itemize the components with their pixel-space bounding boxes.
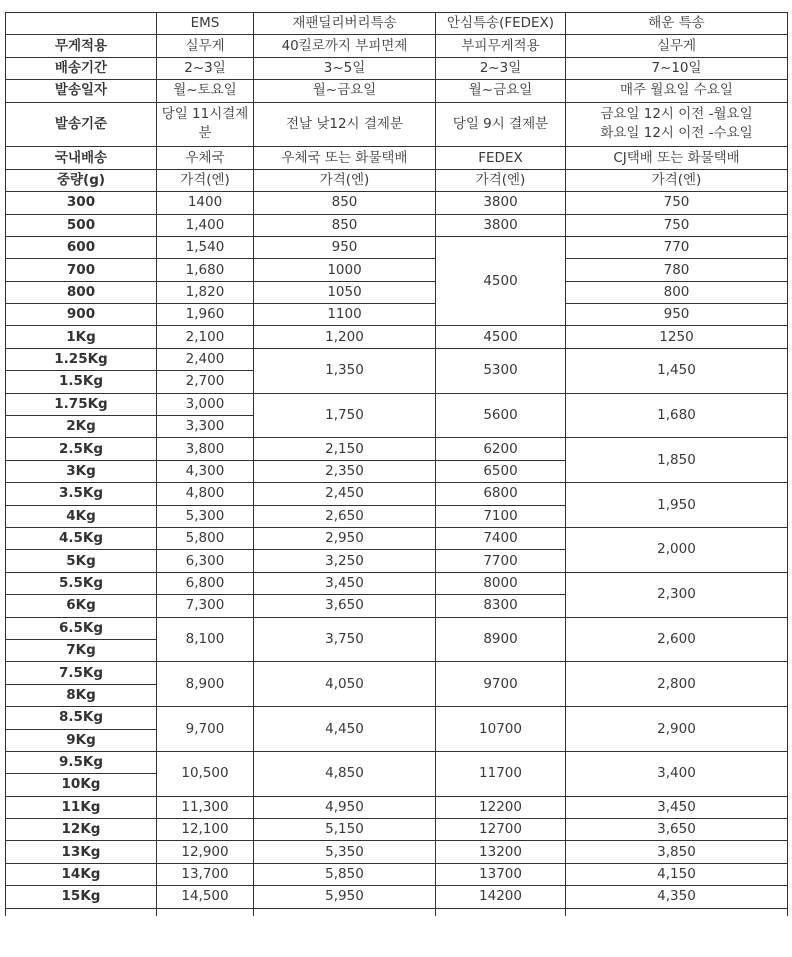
fedex-price-cell: 9700 xyxy=(436,662,566,707)
japan-delivery-price-cell: 2,650 xyxy=(254,505,436,527)
weight-cell: 6.5Kg xyxy=(6,617,157,639)
japan-delivery-price-cell: 2,450 xyxy=(254,483,436,505)
price-row xyxy=(6,236,788,258)
fedex-price-cell: 13200 xyxy=(436,841,566,863)
weight-cell: 3.5Kg xyxy=(6,483,157,505)
carrier-sea-header: 해운 특송 xyxy=(566,13,788,35)
ems-price-cell: 5,300 xyxy=(157,505,254,527)
empty-cell xyxy=(566,908,788,916)
price-row xyxy=(6,707,788,729)
sea-price-cell: 2,800 xyxy=(566,662,788,707)
weight-cell: 8.5Kg xyxy=(6,707,157,729)
info-cell: 실무게 xyxy=(566,35,788,57)
japan-delivery-price-cell: 2,950 xyxy=(254,528,436,550)
fedex-price-cell: 7100 xyxy=(436,505,566,527)
ems-price-cell: 6,300 xyxy=(157,550,254,572)
fedex-price-cell: 13700 xyxy=(436,863,566,885)
japan-delivery-price-cell: 3,650 xyxy=(254,595,436,617)
info-cell: 3~5일 xyxy=(254,57,436,79)
ems-price-cell: 8,900 xyxy=(157,662,254,707)
price-row xyxy=(6,304,788,326)
info-cell: 월~금요일 xyxy=(436,80,566,102)
price-row xyxy=(6,617,788,639)
info-cell: 7~10일 xyxy=(566,57,788,79)
weight-rule-row xyxy=(6,35,788,57)
info-cell: 부피무게적용 xyxy=(436,35,566,57)
weight-cell: 600 xyxy=(6,236,157,258)
info-cell: 40킬로까지 부피면제 xyxy=(254,35,436,57)
japan-delivery-price-cell: 1,350 xyxy=(254,348,436,393)
row-label: 발송일자 xyxy=(6,80,157,102)
row-label: 국내배송 xyxy=(6,147,157,169)
ems-price-cell: 14,500 xyxy=(157,886,254,908)
japan-delivery-price-cell: 4,950 xyxy=(254,796,436,818)
sea-price-cell: 1,950 xyxy=(566,483,788,528)
fedex-price-cell: 3800 xyxy=(436,214,566,236)
fedex-price-cell: 5300 xyxy=(436,348,566,393)
info-cell: 금요일 12시 이전 -월요일 화요일 12시 이전 -수요일 xyxy=(566,102,788,147)
ems-price-cell: 1,400 xyxy=(157,214,254,236)
weight-cell: 3Kg xyxy=(6,460,157,482)
weight-cell: 9.5Kg xyxy=(6,751,157,773)
sea-price-cell: 2,300 xyxy=(566,572,788,617)
ems-price-cell: 2,400 xyxy=(157,348,254,370)
ems-price-cell: 4,800 xyxy=(157,483,254,505)
ems-price-cell: 8,100 xyxy=(157,617,254,662)
sea-price-cell: 2,900 xyxy=(566,707,788,752)
dispatch-cutoff-row xyxy=(6,102,788,147)
ems-price-cell: 1,960 xyxy=(157,304,254,326)
sea-price-cell: 1,850 xyxy=(566,438,788,483)
japan-delivery-price-cell: 950 xyxy=(254,236,436,258)
fedex-price-cell: 6200 xyxy=(436,438,566,460)
japan-delivery-price-cell: 5,350 xyxy=(254,841,436,863)
weight-cell: 12Kg xyxy=(6,819,157,841)
price-row xyxy=(6,259,788,281)
weight-cell: 700 xyxy=(6,259,157,281)
weight-cell: 11Kg xyxy=(6,796,157,818)
japan-delivery-price-cell: 5,150 xyxy=(254,819,436,841)
japan-delivery-price-cell: 5,850 xyxy=(254,863,436,885)
sea-price-cell: 3,850 xyxy=(566,841,788,863)
info-cell: 당일 11시결제분 xyxy=(157,102,254,147)
price-row xyxy=(6,214,788,236)
info-cell: CJ택배 또는 화물택배 xyxy=(566,147,788,169)
ems-price-cell: 1,680 xyxy=(157,259,254,281)
shipping-rate-table xyxy=(5,12,788,916)
weight-cell: 7Kg xyxy=(6,639,157,661)
fedex-price-cell: 5600 xyxy=(436,393,566,438)
weight-cell: 1Kg xyxy=(6,326,157,348)
japan-delivery-price-cell: 4,850 xyxy=(254,751,436,796)
fedex-price-cell: 8900 xyxy=(436,617,566,662)
price-row xyxy=(6,819,788,841)
ems-price-cell: 12,100 xyxy=(157,819,254,841)
fedex-price-cell: 12700 xyxy=(436,819,566,841)
info-cell: 2~3일 xyxy=(157,57,254,79)
price-column-header: 가격(엔) xyxy=(157,169,254,191)
sea-price-cell: 1,680 xyxy=(566,393,788,438)
sea-price-cell: 3,650 xyxy=(566,819,788,841)
row-label: 발송기준 xyxy=(6,102,157,147)
price-row xyxy=(6,192,788,214)
fedex-price-cell: 4500 xyxy=(436,236,566,326)
info-cell: 월~금요일 xyxy=(254,80,436,102)
price-row xyxy=(6,886,788,908)
fedex-price-cell: 3800 xyxy=(436,192,566,214)
sea-price-cell: 1250 xyxy=(566,326,788,348)
japan-delivery-price-cell: 4,050 xyxy=(254,662,436,707)
fedex-price-cell: 11700 xyxy=(436,751,566,796)
weight-cell: 1.25Kg xyxy=(6,348,157,370)
fedex-price-cell: 14200 xyxy=(436,886,566,908)
weight-cell: 4.5Kg xyxy=(6,528,157,550)
ems-price-cell: 3,800 xyxy=(157,438,254,460)
dispatch-days-row xyxy=(6,80,788,102)
empty-cell xyxy=(436,908,566,916)
japan-delivery-price-cell: 5,950 xyxy=(254,886,436,908)
ems-price-cell: 2,700 xyxy=(157,371,254,393)
weight-cell: 1.5Kg xyxy=(6,371,157,393)
weight-cell: 5Kg xyxy=(6,550,157,572)
sea-price-cell: 3,400 xyxy=(566,751,788,796)
price-rows xyxy=(6,192,788,909)
price-row xyxy=(6,572,788,594)
fedex-price-cell: 7700 xyxy=(436,550,566,572)
weight-cell: 4Kg xyxy=(6,505,157,527)
info-cell: FEDEX xyxy=(436,147,566,169)
info-cell: 월~토요일 xyxy=(157,80,254,102)
ems-price-cell: 3,000 xyxy=(157,393,254,415)
fedex-price-cell: 10700 xyxy=(436,707,566,752)
weight-cell: 800 xyxy=(6,281,157,303)
sea-price-cell: 4,350 xyxy=(566,886,788,908)
sea-price-cell: 4,150 xyxy=(566,863,788,885)
price-row xyxy=(6,393,788,415)
price-row xyxy=(6,528,788,550)
fedex-price-cell: 7400 xyxy=(436,528,566,550)
empty-cell xyxy=(254,908,436,916)
japan-delivery-price-cell: 1050 xyxy=(254,281,436,303)
fedex-price-cell: 8300 xyxy=(436,595,566,617)
sea-price-cell: 780 xyxy=(566,259,788,281)
corner-cell xyxy=(6,13,157,35)
ems-price-cell: 9,700 xyxy=(157,707,254,752)
price-column-header: 가격(엔) xyxy=(566,169,788,191)
ems-price-cell: 4,300 xyxy=(157,460,254,482)
weight-cell: 2.5Kg xyxy=(6,438,157,460)
weight-cell: 6Kg xyxy=(6,595,157,617)
domestic-delivery-row xyxy=(6,147,788,169)
weight-cell: 15Kg xyxy=(6,886,157,908)
price-row xyxy=(6,751,788,773)
ems-price-cell: 11,300 xyxy=(157,796,254,818)
japan-delivery-price-cell: 1000 xyxy=(254,259,436,281)
ems-price-cell: 13,700 xyxy=(157,863,254,885)
japan-delivery-price-cell: 2,150 xyxy=(254,438,436,460)
japan-delivery-price-cell: 850 xyxy=(254,214,436,236)
sea-price-cell: 950 xyxy=(566,304,788,326)
japan-delivery-price-cell: 3,450 xyxy=(254,572,436,594)
japan-delivery-price-cell: 1100 xyxy=(254,304,436,326)
fedex-price-cell: 4500 xyxy=(436,326,566,348)
carrier-header-row xyxy=(6,13,788,35)
carrier-japan-delivery-header: 재팬딜리버리특송 xyxy=(254,13,436,35)
price-row xyxy=(6,348,788,370)
fedex-price-cell: 6500 xyxy=(436,460,566,482)
weight-cell: 14Kg xyxy=(6,863,157,885)
sea-price-cell: 3,450 xyxy=(566,796,788,818)
japan-delivery-price-cell: 4,450 xyxy=(254,707,436,752)
sea-price-cell: 770 xyxy=(566,236,788,258)
japan-delivery-price-cell: 3,250 xyxy=(254,550,436,572)
ems-price-cell: 2,100 xyxy=(157,326,254,348)
weight-cell: 13Kg xyxy=(6,841,157,863)
weight-cell: 9Kg xyxy=(6,729,157,751)
weight-cell: 8Kg xyxy=(6,684,157,706)
row-label: 배송기간 xyxy=(6,57,157,79)
info-cell: 당일 9시 결제분 xyxy=(436,102,566,147)
sea-price-cell: 2,000 xyxy=(566,528,788,573)
empty-cell xyxy=(157,908,254,916)
info-cell: 매주 월요일 수요일 xyxy=(566,80,788,102)
weight-cell: 1.75Kg xyxy=(6,393,157,415)
price-row xyxy=(6,326,788,348)
ems-price-cell: 3,300 xyxy=(157,416,254,438)
sea-price-cell: 2,600 xyxy=(566,617,788,662)
price-row xyxy=(6,796,788,818)
sea-price-cell: 1,450 xyxy=(566,348,788,393)
japan-delivery-price-cell: 1,750 xyxy=(254,393,436,438)
price-row xyxy=(6,281,788,303)
price-column-header: 가격(엔) xyxy=(436,169,566,191)
ems-price-cell: 1,820 xyxy=(157,281,254,303)
sea-price-cell: 750 xyxy=(566,192,788,214)
sea-price-cell: 800 xyxy=(566,281,788,303)
ems-price-cell: 1,540 xyxy=(157,236,254,258)
info-cell: 전날 낮12시 결제분 xyxy=(254,102,436,147)
carrier-ems-header: EMS xyxy=(157,13,254,35)
price-column-header: 가격(엔) xyxy=(254,169,436,191)
fedex-price-cell: 12200 xyxy=(436,796,566,818)
empty-cell xyxy=(6,908,157,916)
weight-cell: 900 xyxy=(6,304,157,326)
info-cell: 우체국 xyxy=(157,147,254,169)
weight-cell: 5.5Kg xyxy=(6,572,157,594)
delivery-period-row xyxy=(6,57,788,79)
row-label: 무게적용 xyxy=(6,35,157,57)
ems-price-cell: 5,800 xyxy=(157,528,254,550)
price-row xyxy=(6,438,788,460)
weight-cell: 7.5Kg xyxy=(6,662,157,684)
fedex-price-cell: 6800 xyxy=(436,483,566,505)
weight-cell: 10Kg xyxy=(6,774,157,796)
japan-delivery-price-cell: 3,750 xyxy=(254,617,436,662)
price-row xyxy=(6,483,788,505)
price-row xyxy=(6,662,788,684)
weight-cell: 2Kg xyxy=(6,416,157,438)
info-cell: 2~3일 xyxy=(436,57,566,79)
ems-price-cell: 7,300 xyxy=(157,595,254,617)
price-row xyxy=(6,863,788,885)
sea-price-cell: 750 xyxy=(566,214,788,236)
weight-cell: 500 xyxy=(6,214,157,236)
ems-price-cell: 12,900 xyxy=(157,841,254,863)
japan-delivery-price-cell: 850 xyxy=(254,192,436,214)
price-row xyxy=(6,841,788,863)
info-cell: 우체국 또는 화물택배 xyxy=(254,147,436,169)
carrier-fedex-header: 안심특송(FEDEX) xyxy=(436,13,566,35)
weight-cell: 300 xyxy=(6,192,157,214)
ems-price-cell: 10,500 xyxy=(157,751,254,796)
japan-delivery-price-cell: 1,200 xyxy=(254,326,436,348)
japan-delivery-price-cell: 2,350 xyxy=(254,460,436,482)
weight-column-header: 중량(g) xyxy=(6,169,157,191)
ems-price-cell: 6,800 xyxy=(157,572,254,594)
info-cell: 실무게 xyxy=(157,35,254,57)
trailing-row xyxy=(6,908,788,916)
fedex-price-cell: 8000 xyxy=(436,572,566,594)
ems-price-cell: 1400 xyxy=(157,192,254,214)
price-header-row xyxy=(6,169,788,191)
